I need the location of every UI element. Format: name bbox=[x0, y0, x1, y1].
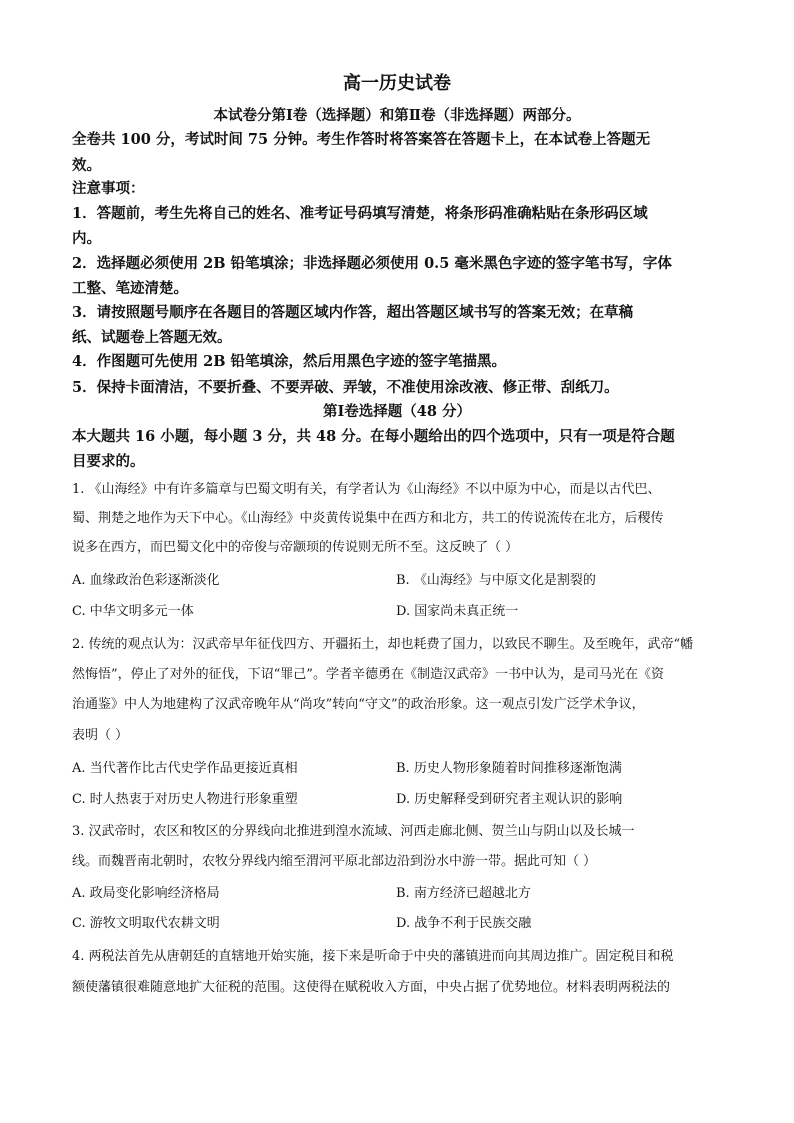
question-1-line: 说多在西方，而巴蜀文化中的帝俊与帝颛顼的传说则无所不至。这反映了（ ） bbox=[72, 540, 519, 555]
question-1-option-c: C. 中华文明多元一体 bbox=[72, 604, 194, 619]
question-1-line: 1. 《山海经》中有许多篇章与巴蜀文明有关，有学者认为《山海经》不以中原为中心，而是以古代巴、 bbox=[72, 482, 661, 497]
question-1-option-d: D. 国家尚未真正统一 bbox=[396, 604, 519, 619]
note-line: 3．请按照题号顺序在各题目的答题区域内作答，超出答题区域书写的答案无效；在草稿 bbox=[72, 304, 634, 321]
note-line: 内。 bbox=[72, 230, 101, 247]
question-4-line: 4. 两税法首先从唐朝廷的直辖地开始实施，接下来是听命于中央的藩镇进而向其周边推广。固定税目和税 bbox=[72, 949, 674, 964]
notes-heading: 注意事项： bbox=[72, 180, 145, 197]
question-2-line: 然悔悟”，停止了对外的征伐，下诏“罪己”。学者辛德勇在《制造汉武帝》一书中认为，是司马光在《资 bbox=[72, 667, 664, 682]
question-1-option-b: B. 《山海经》与中原文化是割裂的 bbox=[396, 573, 596, 588]
question-2-line: 治通鉴》中人为地建构了汉武帝晚年从“尚攻”转向“守文”的政治形象。这一观点引发广泛学术争议， bbox=[72, 697, 645, 712]
note-line: 5．保持卡面清洁，不要折叠、不要弄破、弄皱，不准使用涂改液、修正带、刮纸刀。 bbox=[72, 379, 619, 396]
question-3-option-b: B. 南方经济已超越北方 bbox=[396, 886, 531, 901]
note-line: 工整、笔迹清楚。 bbox=[72, 280, 188, 297]
section-title: 第Ⅰ卷选择题（48 分） bbox=[322, 403, 471, 420]
question-1-option-a: A. 血缘政治色彩逐渐淡化 bbox=[72, 573, 220, 588]
question-2-option-d: D. 历史解释受到研究者主观认识的影响 bbox=[396, 792, 623, 807]
question-4-line: 额使藩镇很难随意地扩大征税的范围。这使得在赋税收入方面，中央占据了优势地位。材料表明两税法的 bbox=[72, 980, 671, 995]
question-3-option-c: C. 游牧文明取代农耕文明 bbox=[72, 916, 220, 931]
question-3-line: 3. 汉武帝时，农区和牧区的分界线向北推进到湟水流域、河西走廊北侧、贺兰山与阴山以及长城一 bbox=[72, 824, 635, 839]
page-title: 高一历史试卷 bbox=[343, 73, 451, 94]
question-3-line: 线。而魏晋南北朝时，农牧分界线内缩至渭河平原北部边沿到汾水中游一带。据此可知（ ） bbox=[72, 854, 597, 869]
question-2-line: 2. 传统的观点认为：汉武帝早年征伐四方、开疆拓土，却也耗费了国力，以致民不聊生。及至晚年，武帝“幡 bbox=[72, 637, 694, 652]
note-line: 2．选择题必须使用 2B 铅笔填涂；非选择题必须使用 0.5 毫米黑色字迹的签字笔书写，字体 bbox=[72, 255, 672, 272]
question-2-line: 表明（ ） bbox=[72, 728, 129, 743]
intro-line-1: 全卷共 100 分，考试时间 75 分钟。考生作答时将答案答在答题卡上，在本试卷上答题无 bbox=[72, 131, 651, 148]
question-3-option-d: D. 战争不利于民族交融 bbox=[396, 916, 532, 931]
intro-line-2: 效。 bbox=[72, 157, 101, 174]
section-instructions-line: 目要求的。 bbox=[72, 453, 145, 470]
section-instructions-line: 本大题共 16 小题，每小题 3 分，共 48 分。在每小题给出的四个选项中，只有一项是符合题 bbox=[72, 428, 675, 445]
note-line: 1．答题前，考生先将自己的姓名、准考证号码填写清楚，将条形码准确粘贴在条形码区域 bbox=[72, 205, 648, 222]
question-2-option-b: B. 历史人物形象随着时间推移逐渐饱满 bbox=[396, 761, 622, 776]
note-line: 纸、试题卷上答题无效。 bbox=[72, 329, 232, 346]
exam-subtitle: 本试卷分第Ⅰ卷（选择题）和第Ⅱ卷（非选择题）两部分。 bbox=[213, 107, 581, 124]
question-2-option-c: C. 时人热衷于对历史人物进行形象重塑 bbox=[72, 792, 298, 807]
question-3-option-a: A. 政局变化影响经济格局 bbox=[72, 886, 220, 901]
question-2-option-a: A. 当代著作比古代史学作品更接近真相 bbox=[72, 761, 298, 776]
question-1-line: 蜀、荆楚之地作为天下中心。《山海经》中炎黄传说集中在西方和北方，共工的传说流传在北方，后稷传 bbox=[72, 511, 664, 526]
note-line: 4．作图题可先使用 2B 铅笔填涂，然后用黑色字迹的签字笔描黑。 bbox=[72, 353, 507, 370]
